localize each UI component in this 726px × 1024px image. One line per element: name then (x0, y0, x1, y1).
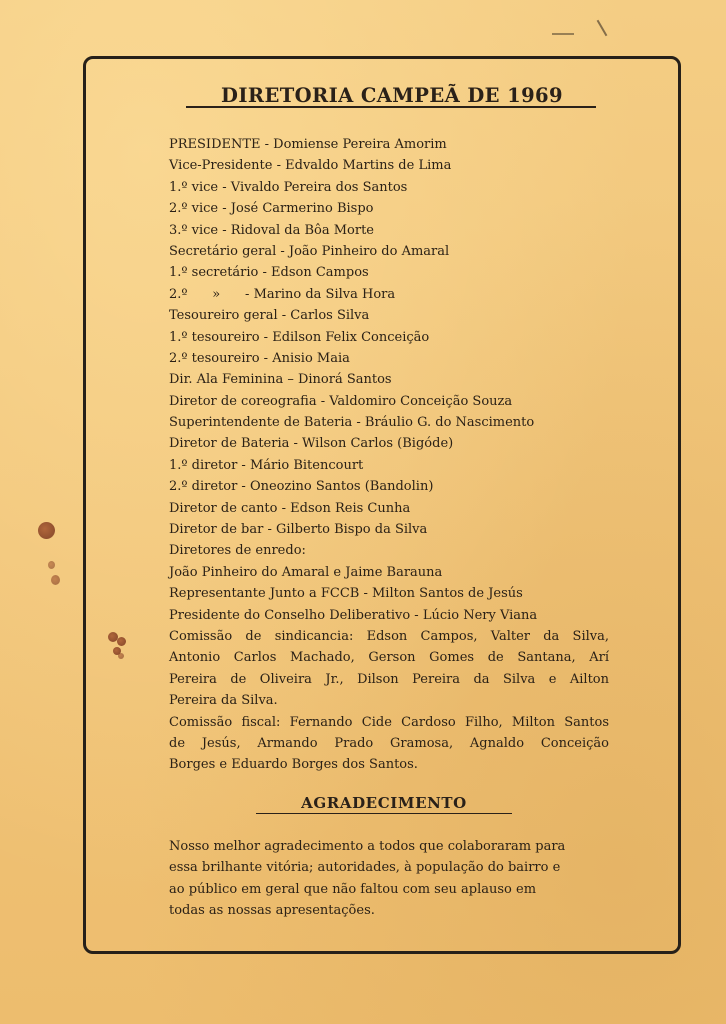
list-line-2nd-vice: 2.º vice - José Carmerino Bispo (169, 201, 374, 217)
list-line-inquiry-commission-2: Antonio Carlos Machado, Gerson Gomes de Santana, Arí (169, 650, 609, 666)
paper-stain (51, 575, 60, 585)
list-line-drum-director: Diretor de Bateria - Wilson Carlos (Bigóde) (169, 436, 454, 452)
list-line-plot-directors: Diretores de enredo: (169, 543, 306, 559)
list-line-council-president: Presidente do Conselho Deliberativo - Lúcio Nery Viana (169, 607, 538, 623)
list-line-inquiry-commission-4: Pereira da Silva. (169, 693, 278, 709)
title-underline (186, 106, 596, 108)
list-line-2nd-secretary: 2.º » - Marino da Silva Hora (169, 286, 396, 302)
paper-mark (597, 20, 608, 37)
list-line-1st-vice: 1.º vice - Vivaldo Pereira dos Santos (169, 179, 408, 195)
list-line-president: PRESIDENTE - Domiense Pereira Amorim (169, 137, 447, 152)
list-line-plot-directors-names: João Pinheiro do Amaral e Jaime Barauna (169, 564, 443, 580)
list-line-choreography: Diretor de coreografia - Valdomiro Conceição Souza (169, 393, 513, 409)
list-line-general-treasurer: Tesoureiro geral - Carlos Silva (169, 308, 370, 324)
paper-stain (117, 637, 126, 646)
thanks-line: ao público em geral que não faltou com seu aplauso em (169, 881, 537, 897)
list-line-3rd-vice: 3.º vice - Ridoval da Bôa Morte (169, 222, 374, 238)
paper-stain (118, 653, 124, 659)
thanks-heading: AGRADECIMENTO (301, 794, 467, 812)
list-line-1st-secretary: 1.º secretário - Edson Campos (169, 265, 369, 281)
paper-stain (38, 522, 55, 539)
paper-mark (552, 33, 574, 35)
list-line-fiscal-commission-3: Borges e Eduardo Borges dos Santos. (169, 757, 418, 773)
list-line-2nd-director: 2.º diretor - Oneozino Santos (Bandolin) (169, 479, 434, 495)
list-line-1st-director: 1.º diretor - Mário Bitencourt (169, 457, 364, 473)
paper-stain (48, 561, 55, 569)
thanks-line: essa brilhante vitória; autoridades, à população do bairro e (169, 860, 561, 876)
thanks-paragraph (169, 836, 599, 922)
thanks-line: Nosso melhor agradecimento a todos que colaboraram para (169, 839, 566, 854)
list-line-fiscal-commission-1: Comissão fiscal: Fernando Cide Cardoso Filho, Milton Santos (169, 714, 609, 730)
list-line-singing-director: Diretor de canto - Edson Reis Cunha (169, 500, 411, 516)
list-line-general-secretary: Secretário geral - João Pinheiro do Amaral (169, 243, 450, 259)
thanks-line: todas as nossas apresentações. (169, 903, 375, 919)
list-line-bar-director: Diretor de bar - Gilberto Bispo da Silva (169, 522, 428, 538)
list-line-2nd-treasurer: 2.º tesoureiro - Anisio Maia (169, 350, 350, 366)
list-line-vice-president: Vice-Presidente - Edvaldo Martins de Lima (169, 158, 452, 174)
directors-list (169, 134, 609, 776)
list-line-inquiry-commission-3: Pereira de Oliveira Jr., Dilson Pereira da Silva e Ailton (169, 671, 609, 687)
list-line-drum-superintendent: Superintendente de Bateria - Bráulio G. do Nascimento (169, 415, 535, 431)
document-title: DIRETORIA CAMPEÃ DE 1969 (221, 84, 563, 107)
list-line-inquiry-commission-1: Comissão de sindicancia: Edson Campos, Valter da Silva, (169, 628, 609, 644)
list-line-women-wing: Dir. Ala Feminina – Dinorá Santos (169, 372, 392, 388)
list-line-representative: Representante Junto a FCCB - Milton Santos de Jesús (169, 586, 523, 602)
thanks-heading-underline (256, 813, 512, 814)
list-line-1st-treasurer: 1.º tesoureiro - Edilson Felix Conceição (169, 329, 430, 345)
list-line-fiscal-commission-2: de Jesús, Armando Prado Gramosa, Agnaldo Conceição (169, 735, 609, 751)
